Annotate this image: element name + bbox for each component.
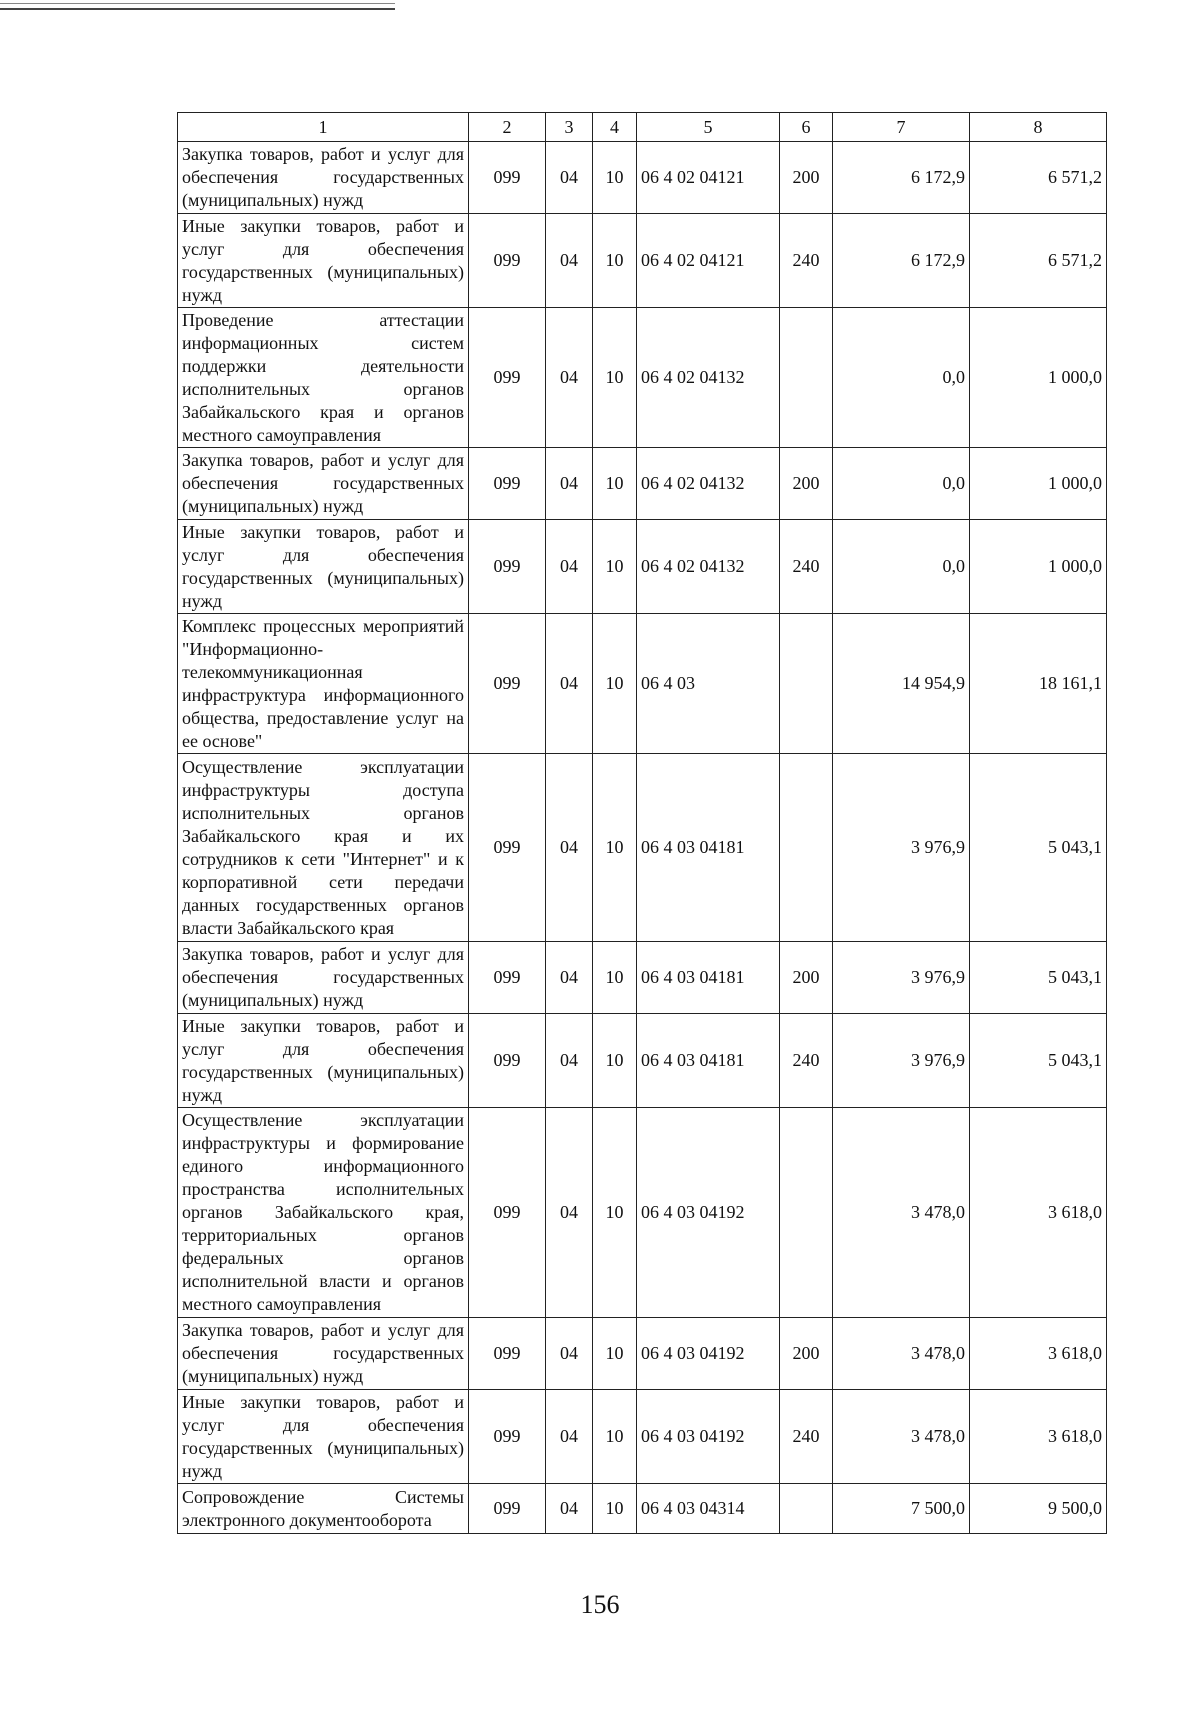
- cell-amount-1: 0,0: [833, 308, 970, 448]
- cell-subsection: 10: [593, 520, 637, 614]
- cell-ministry-code: 099: [469, 142, 546, 214]
- cell-target-article: 06 4 02 04132: [637, 308, 780, 448]
- cell-ministry-code: 099: [469, 1108, 546, 1318]
- cell-amount-2: 6 571,2: [970, 142, 1107, 214]
- cell-amount-1: 0,0: [833, 448, 970, 520]
- cell-section: 04: [546, 942, 593, 1014]
- table-row: [178, 1484, 1107, 1534]
- table-row: [178, 614, 1107, 754]
- cell-ministry-code: 099: [469, 308, 546, 448]
- cell-ministry-code: 099: [469, 448, 546, 520]
- cell-amount-1: 6 172,9: [833, 214, 970, 308]
- scan-top-line: [0, 8, 395, 10]
- cell-amount-2: 3 618,0: [970, 1390, 1107, 1484]
- cell-section: 04: [546, 1318, 593, 1390]
- cell-target-article: 06 4 03 04192: [637, 1390, 780, 1484]
- cell-amount-1: 3 976,9: [833, 1014, 970, 1108]
- cell-target-article: 06 4 03 04314: [637, 1484, 780, 1534]
- cell-expense-type: 240: [780, 520, 833, 614]
- table-row: [178, 1390, 1107, 1484]
- cell-ministry-code: 099: [469, 214, 546, 308]
- cell-ministry-code: 099: [469, 1484, 546, 1534]
- header-col-1: 1: [178, 113, 469, 142]
- table-row: [178, 308, 1107, 448]
- cell-target-article: 06 4 02 04121: [637, 214, 780, 308]
- scan-top-line-thin: [0, 3, 395, 4]
- cell-subsection: 10: [593, 942, 637, 1014]
- cell-section: 04: [546, 142, 593, 214]
- cell-amount-2: 1 000,0: [970, 308, 1107, 448]
- cell-target-article: 06 4 03: [637, 614, 780, 754]
- table-row: [178, 142, 1107, 214]
- row-name: Осуществление эксплуатации инфраструктуры и формирование единого информационного пространства исполнительных органов Забайкальского края, территориальных органов федеральных органов исполнительной власти и органов местного самоуправления: [178, 1108, 469, 1318]
- cell-amount-2: 3 618,0: [970, 1108, 1107, 1318]
- cell-ministry-code: 099: [469, 1014, 546, 1108]
- row-name: Закупка товаров, работ и услуг для обеспечения государственных (муниципальных) нужд: [178, 448, 469, 520]
- cell-amount-1: 6 172,9: [833, 142, 970, 214]
- cell-expense-type: 200: [780, 142, 833, 214]
- cell-section: 04: [546, 1484, 593, 1534]
- cell-subsection: 10: [593, 308, 637, 448]
- cell-section: 04: [546, 1014, 593, 1108]
- table-row: [178, 1108, 1107, 1318]
- cell-subsection: 10: [593, 1318, 637, 1390]
- cell-subsection: 10: [593, 614, 637, 754]
- cell-amount-1: 0,0: [833, 520, 970, 614]
- header-col-4: 4: [593, 113, 637, 142]
- cell-target-article: 06 4 03 04192: [637, 1318, 780, 1390]
- cell-expense-type: [780, 308, 833, 448]
- header-row: [178, 113, 1107, 142]
- cell-target-article: 06 4 03 04192: [637, 1108, 780, 1318]
- cell-subsection: 10: [593, 1390, 637, 1484]
- table-row: [178, 942, 1107, 1014]
- cell-subsection: 10: [593, 1108, 637, 1318]
- cell-target-article: 06 4 02 04121: [637, 142, 780, 214]
- table-row: [178, 754, 1107, 942]
- cell-amount-1: 3 976,9: [833, 942, 970, 1014]
- table-row: [178, 448, 1107, 520]
- cell-section: 04: [546, 520, 593, 614]
- cell-target-article: 06 4 03 04181: [637, 942, 780, 1014]
- cell-ministry-code: 099: [469, 1318, 546, 1390]
- table-row: [178, 1014, 1107, 1108]
- cell-expense-type: 240: [780, 1390, 833, 1484]
- cell-section: 04: [546, 214, 593, 308]
- cell-section: 04: [546, 1108, 593, 1318]
- cell-ministry-code: 099: [469, 614, 546, 754]
- header-col-3: 3: [546, 113, 593, 142]
- cell-amount-2: 6 571,2: [970, 214, 1107, 308]
- row-name: Закупка товаров, работ и услуг для обеспечения государственных (муниципальных) нужд: [178, 1318, 469, 1390]
- cell-amount-1: 14 954,9: [833, 614, 970, 754]
- row-name: Закупка товаров, работ и услуг для обеспечения государственных (муниципальных) нужд: [178, 942, 469, 1014]
- cell-expense-type: 240: [780, 1014, 833, 1108]
- cell-ministry-code: 099: [469, 942, 546, 1014]
- cell-amount-2: 18 161,1: [970, 614, 1107, 754]
- row-name: Сопровождение Системы электронного документооборота: [178, 1484, 469, 1534]
- cell-expense-type: [780, 1108, 833, 1318]
- cell-amount-2: 5 043,1: [970, 942, 1107, 1014]
- page-number: 156: [580, 1590, 620, 1619]
- cell-amount-1: 3 478,0: [833, 1390, 970, 1484]
- cell-expense-type: [780, 1484, 833, 1534]
- row-name: Иные закупки товаров, работ и услуг для обеспечения государственных (муниципальных) нужд: [178, 520, 469, 614]
- cell-expense-type: [780, 614, 833, 754]
- cell-amount-2: 9 500,0: [970, 1484, 1107, 1534]
- cell-amount-1: 3 478,0: [833, 1108, 970, 1318]
- cell-subsection: 10: [593, 1484, 637, 1534]
- header-col-6: 6: [780, 113, 833, 142]
- cell-target-article: 06 4 03 04181: [637, 754, 780, 942]
- cell-expense-type: 200: [780, 448, 833, 520]
- cell-section: 04: [546, 308, 593, 448]
- header-col-7: 7: [833, 113, 970, 142]
- row-name: Закупка товаров, работ и услуг для обеспечения государственных (муниципальных) нужд: [178, 142, 469, 214]
- cell-subsection: 10: [593, 1014, 637, 1108]
- cell-section: 04: [546, 1390, 593, 1484]
- cell-target-article: 06 4 02 04132: [637, 520, 780, 614]
- table-row: [178, 520, 1107, 614]
- row-name: Иные закупки товаров, работ и услуг для обеспечения государственных (муниципальных) нужд: [178, 1390, 469, 1484]
- table-row: [178, 214, 1107, 308]
- row-name: Иные закупки товаров, работ и услуг для обеспечения государственных (муниципальных) нужд: [178, 1014, 469, 1108]
- cell-ministry-code: 099: [469, 520, 546, 614]
- cell-subsection: 10: [593, 142, 637, 214]
- budget-table: [177, 112, 1107, 1534]
- cell-section: 04: [546, 614, 593, 754]
- header-col-2: 2: [469, 113, 546, 142]
- cell-amount-1: 3 976,9: [833, 754, 970, 942]
- row-name: Комплекс процессных мероприятий "Информационно-телекоммуникационная инфраструктура информационного общества, предоставление услуг на ее основе": [178, 614, 469, 754]
- cell-amount-2: 5 043,1: [970, 754, 1107, 942]
- cell-ministry-code: 099: [469, 754, 546, 942]
- cell-expense-type: 240: [780, 214, 833, 308]
- cell-subsection: 10: [593, 754, 637, 942]
- cell-expense-type: [780, 754, 833, 942]
- cell-target-article: 06 4 02 04132: [637, 448, 780, 520]
- cell-ministry-code: 099: [469, 1390, 546, 1484]
- cell-amount-2: 1 000,0: [970, 520, 1107, 614]
- cell-expense-type: 200: [780, 942, 833, 1014]
- cell-subsection: 10: [593, 448, 637, 520]
- header-col-5: 5: [637, 113, 780, 142]
- row-name: Осуществление эксплуатации инфраструктуры доступа исполнительных органов Забайкальского края и их сотрудников к сети "Интернет" и к корпоративной сети передачи данных государственных органов власти Забайкальского края: [178, 754, 469, 942]
- cell-amount-2: 1 000,0: [970, 448, 1107, 520]
- cell-subsection: 10: [593, 214, 637, 308]
- cell-amount-2: 3 618,0: [970, 1318, 1107, 1390]
- cell-section: 04: [546, 754, 593, 942]
- cell-expense-type: 200: [780, 1318, 833, 1390]
- cell-amount-1: 3 478,0: [833, 1318, 970, 1390]
- row-name: Проведение аттестации информационных систем поддержки деятельности исполнительных органов Забайкальского края и органов местного самоуправления: [178, 308, 469, 448]
- cell-target-article: 06 4 03 04181: [637, 1014, 780, 1108]
- cell-amount-1: 7 500,0: [833, 1484, 970, 1534]
- cell-amount-2: 5 043,1: [970, 1014, 1107, 1108]
- cell-section: 04: [546, 448, 593, 520]
- table-row: [178, 1318, 1107, 1390]
- header-col-8: 8: [970, 113, 1107, 142]
- row-name: Иные закупки товаров, работ и услуг для обеспечения государственных (муниципальных) нужд: [178, 214, 469, 308]
